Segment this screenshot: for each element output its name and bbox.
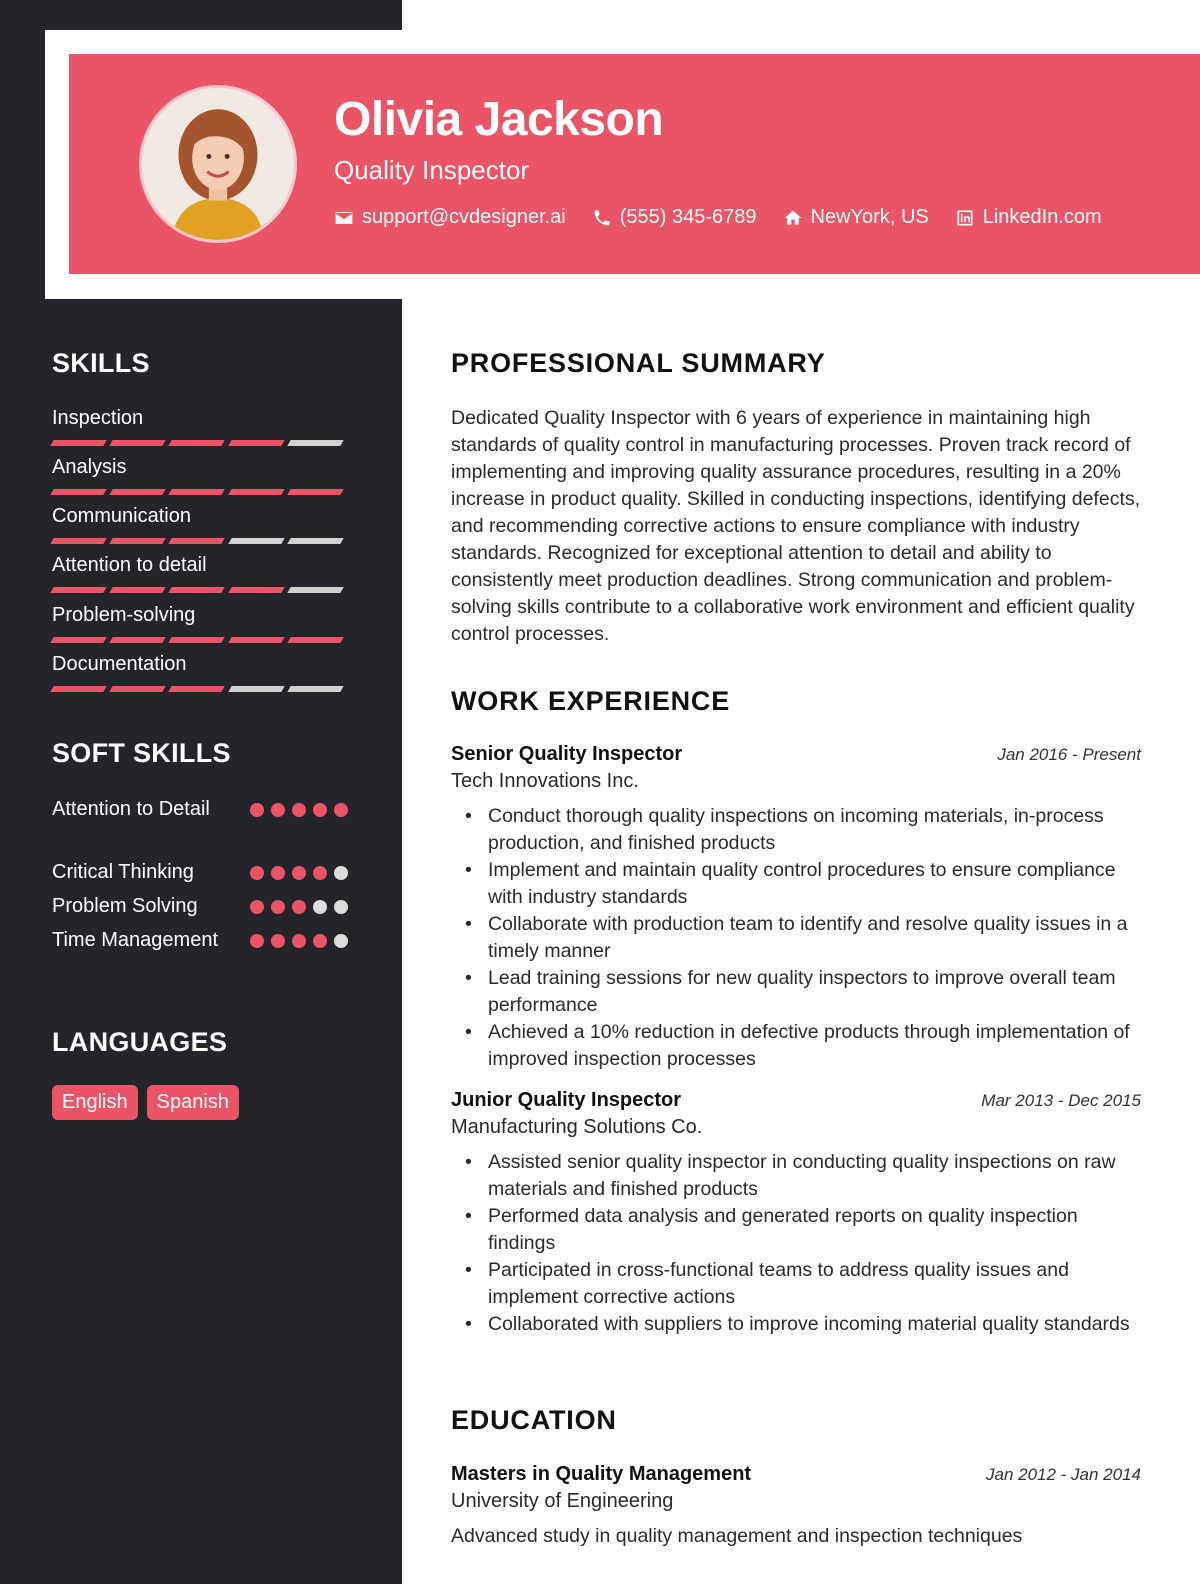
job-bullets	[451, 803, 1141, 1073]
rating-segment-filled	[109, 440, 166, 446]
soft-skill-label: Problem Solving	[52, 895, 198, 917]
skill-label: Attention to detail	[52, 554, 207, 576]
job-company: Manufacturing Solutions Co.	[451, 1116, 703, 1138]
job-bullet: • Assisted senior quality inspector in conducting quality inspections on raw materials and finished products	[451, 1149, 1141, 1203]
job-bullets	[451, 1149, 1141, 1338]
linkedin-text: LinkedIn.com	[982, 206, 1102, 228]
job-bullet: • Lead training sessions for new quality inspectors to improve overall team performance	[451, 965, 1141, 1019]
rating-dot-filled	[250, 934, 264, 948]
job-entry	[451, 743, 1141, 1073]
rating-dot-filled	[313, 803, 327, 817]
contact-phone[interactable]	[592, 206, 757, 229]
soft-skill-label: Time Management	[52, 929, 218, 951]
rating-segment-filled	[109, 587, 166, 593]
job-date: Jan 2016 - Present	[997, 745, 1141, 764]
language-badge: English	[52, 1085, 138, 1120]
job-title: Senior Quality Inspector	[451, 743, 683, 765]
skills-heading: SKILLS	[52, 348, 150, 378]
candidate-title: Quality Inspector	[334, 155, 530, 185]
rating-segment-filled	[50, 538, 107, 544]
summary-heading: PROFESSIONAL SUMMARY	[451, 348, 826, 378]
rating-segment-filled	[109, 637, 166, 643]
skill-label: Inspection	[52, 407, 144, 429]
contact-bar	[334, 206, 1128, 229]
skill-rating-bar	[52, 538, 348, 544]
job-bullet: • Conduct thorough quality inspections on incoming materials, in-process production, and finished products	[451, 803, 1141, 857]
rating-segment-empty	[228, 686, 285, 692]
linkedin-icon	[955, 208, 975, 228]
degree-title: Masters in Quality Management	[451, 1463, 752, 1485]
rating-segment-empty	[287, 440, 344, 446]
rating-dot-empty	[334, 900, 348, 914]
rating-segment-filled	[287, 637, 344, 643]
rating-segment-filled	[228, 637, 285, 643]
rating-dot-filled	[271, 900, 285, 914]
job-bullet: • Participated in cross-functional teams to address quality issues and implement corrective actions	[451, 1257, 1141, 1311]
rating-dot-filled	[313, 866, 327, 880]
contact-linkedin[interactable]	[955, 206, 1102, 229]
rating-dot-filled	[271, 934, 285, 948]
contact-location	[783, 206, 929, 229]
education-date: Jan 2012 - Jan 2014	[985, 1465, 1141, 1484]
rating-dot-filled	[292, 866, 306, 880]
job-company: Tech Innovations Inc.	[451, 770, 639, 792]
portrait-illustration	[142, 88, 294, 240]
skill-label: Analysis	[52, 456, 127, 478]
soft-skill-label: Attention to Detail	[52, 798, 210, 820]
rating-dot-filled	[250, 803, 264, 817]
soft-skills-heading: SOFT SKILLS	[52, 738, 231, 768]
job-bullet: • Collaborated with suppliers to improve incoming material quality standards	[451, 1311, 1141, 1338]
rating-segment-empty	[287, 538, 344, 544]
skill-inspection	[52, 407, 348, 446]
rating-dot-filled	[271, 866, 285, 880]
job-bullet: • Achieved a 10% reduction in defective products through implementation of improved inspection processes	[451, 1019, 1141, 1073]
skill-documentation	[52, 653, 348, 692]
rating-dot-filled	[292, 934, 306, 948]
summary-text: Dedicated Quality Inspector with 6 years of experience in maintaining high standards of quality control in manufacturing processes. Proven track record of implementing and improving quality assurance procedures, resulting in a 20% increase in product quality. Skilled in conducting inspections, identifying defects, and recommending corrective actions to ensure compliance with industry standards. Recognized for exceptional attention to detail and ability to consistently meet production deadlines. Strong communication and problem-solving skills contribute to a collaborative work environment and efficient quality control processes.	[451, 407, 1141, 645]
skill-rating-bar	[52, 489, 348, 495]
job-bullet: • Performed data analysis and generated reports on quality inspection findings	[451, 1203, 1141, 1257]
skill-label: Problem-solving	[52, 604, 196, 626]
rating-dot-empty	[334, 934, 348, 948]
skill-rating-bar	[52, 440, 348, 446]
rating-segment-filled	[50, 686, 107, 692]
soft-skill-attention-to-detail	[52, 795, 348, 823]
phone-text: (555) 345-6789	[619, 206, 757, 228]
job-entry	[451, 1089, 1141, 1338]
skill-communication	[52, 505, 348, 544]
location-text: NewYork, US	[810, 206, 929, 228]
rating-dot-filled	[250, 866, 264, 880]
skill-rating-bar	[52, 637, 348, 643]
rating-dot-empty	[313, 900, 327, 914]
candidate-name: Olivia Jackson	[334, 93, 664, 146]
job-title: Junior Quality Inspector	[451, 1089, 682, 1111]
education-entry	[451, 1463, 1141, 1548]
job-date: Mar 2013 - Dec 2015	[981, 1091, 1141, 1110]
soft-skill-time-management	[52, 926, 348, 954]
contact-email[interactable]	[334, 206, 566, 229]
phone-icon	[592, 208, 612, 228]
skill-problem-solving	[52, 604, 348, 643]
rating-segment-empty	[228, 538, 285, 544]
rating-segment-filled	[169, 489, 226, 495]
rating-segment-filled	[169, 440, 226, 446]
rating-segment-filled	[109, 538, 166, 544]
soft-skill-problem-solving	[52, 892, 348, 920]
soft-skill-rating	[243, 926, 348, 954]
rating-dot-filled	[250, 900, 264, 914]
school-name: University of Engineering	[451, 1490, 674, 1512]
rating-dot-filled	[292, 900, 306, 914]
language-list	[52, 1085, 248, 1120]
rating-segment-filled	[287, 489, 344, 495]
soft-skill-rating	[243, 858, 348, 886]
rating-dot-filled	[313, 934, 327, 948]
experience-heading: WORK EXPERIENCE	[451, 686, 731, 716]
rating-segment-empty	[287, 686, 344, 692]
education-description: Advanced study in quality management and inspection techniques	[451, 1525, 1023, 1547]
skill-analysis	[52, 456, 348, 495]
email-text: support@cvdesigner.ai	[362, 206, 566, 228]
rating-segment-filled	[50, 440, 107, 446]
rating-segment-filled	[169, 637, 226, 643]
rating-segment-filled	[228, 489, 285, 495]
rating-segment-filled	[228, 440, 285, 446]
rating-segment-filled	[169, 538, 226, 544]
rating-segment-filled	[109, 489, 166, 495]
rating-segment-filled	[50, 587, 107, 593]
language-badge: Spanish	[147, 1085, 239, 1120]
rating-dot-filled	[334, 803, 348, 817]
skill-attention-to-detail	[52, 554, 348, 593]
rating-segment-filled	[50, 489, 107, 495]
skill-label: Documentation	[52, 653, 187, 675]
job-bullet: • Implement and maintain quality control procedures to ensure compliance with industry standards	[451, 857, 1141, 911]
skill-label: Communication	[52, 505, 191, 527]
rating-segment-filled	[169, 686, 226, 692]
envelope-icon	[334, 208, 354, 228]
rating-segment-filled	[169, 587, 226, 593]
rating-segment-filled	[228, 587, 285, 593]
profile-photo	[139, 85, 297, 243]
job-bullet: • Collaborate with production team to identify and resolve quality issues in a timely manner	[451, 911, 1141, 965]
soft-skill-rating	[243, 795, 348, 823]
rating-dot-filled	[292, 803, 306, 817]
languages-heading: LANGUAGES	[52, 1027, 228, 1057]
home-icon	[783, 208, 803, 228]
rating-dot-empty	[334, 866, 348, 880]
soft-skill-label: Critical Thinking	[52, 861, 194, 883]
skill-rating-bar	[52, 587, 348, 593]
skill-rating-bar	[52, 686, 348, 692]
rating-segment-filled	[50, 637, 107, 643]
rating-segment-empty	[287, 587, 344, 593]
education-heading: EDUCATION	[451, 1405, 617, 1435]
rating-dot-filled	[271, 803, 285, 817]
soft-skill-rating	[243, 892, 348, 920]
rating-segment-filled	[109, 686, 166, 692]
soft-skill-critical-thinking	[52, 858, 348, 886]
